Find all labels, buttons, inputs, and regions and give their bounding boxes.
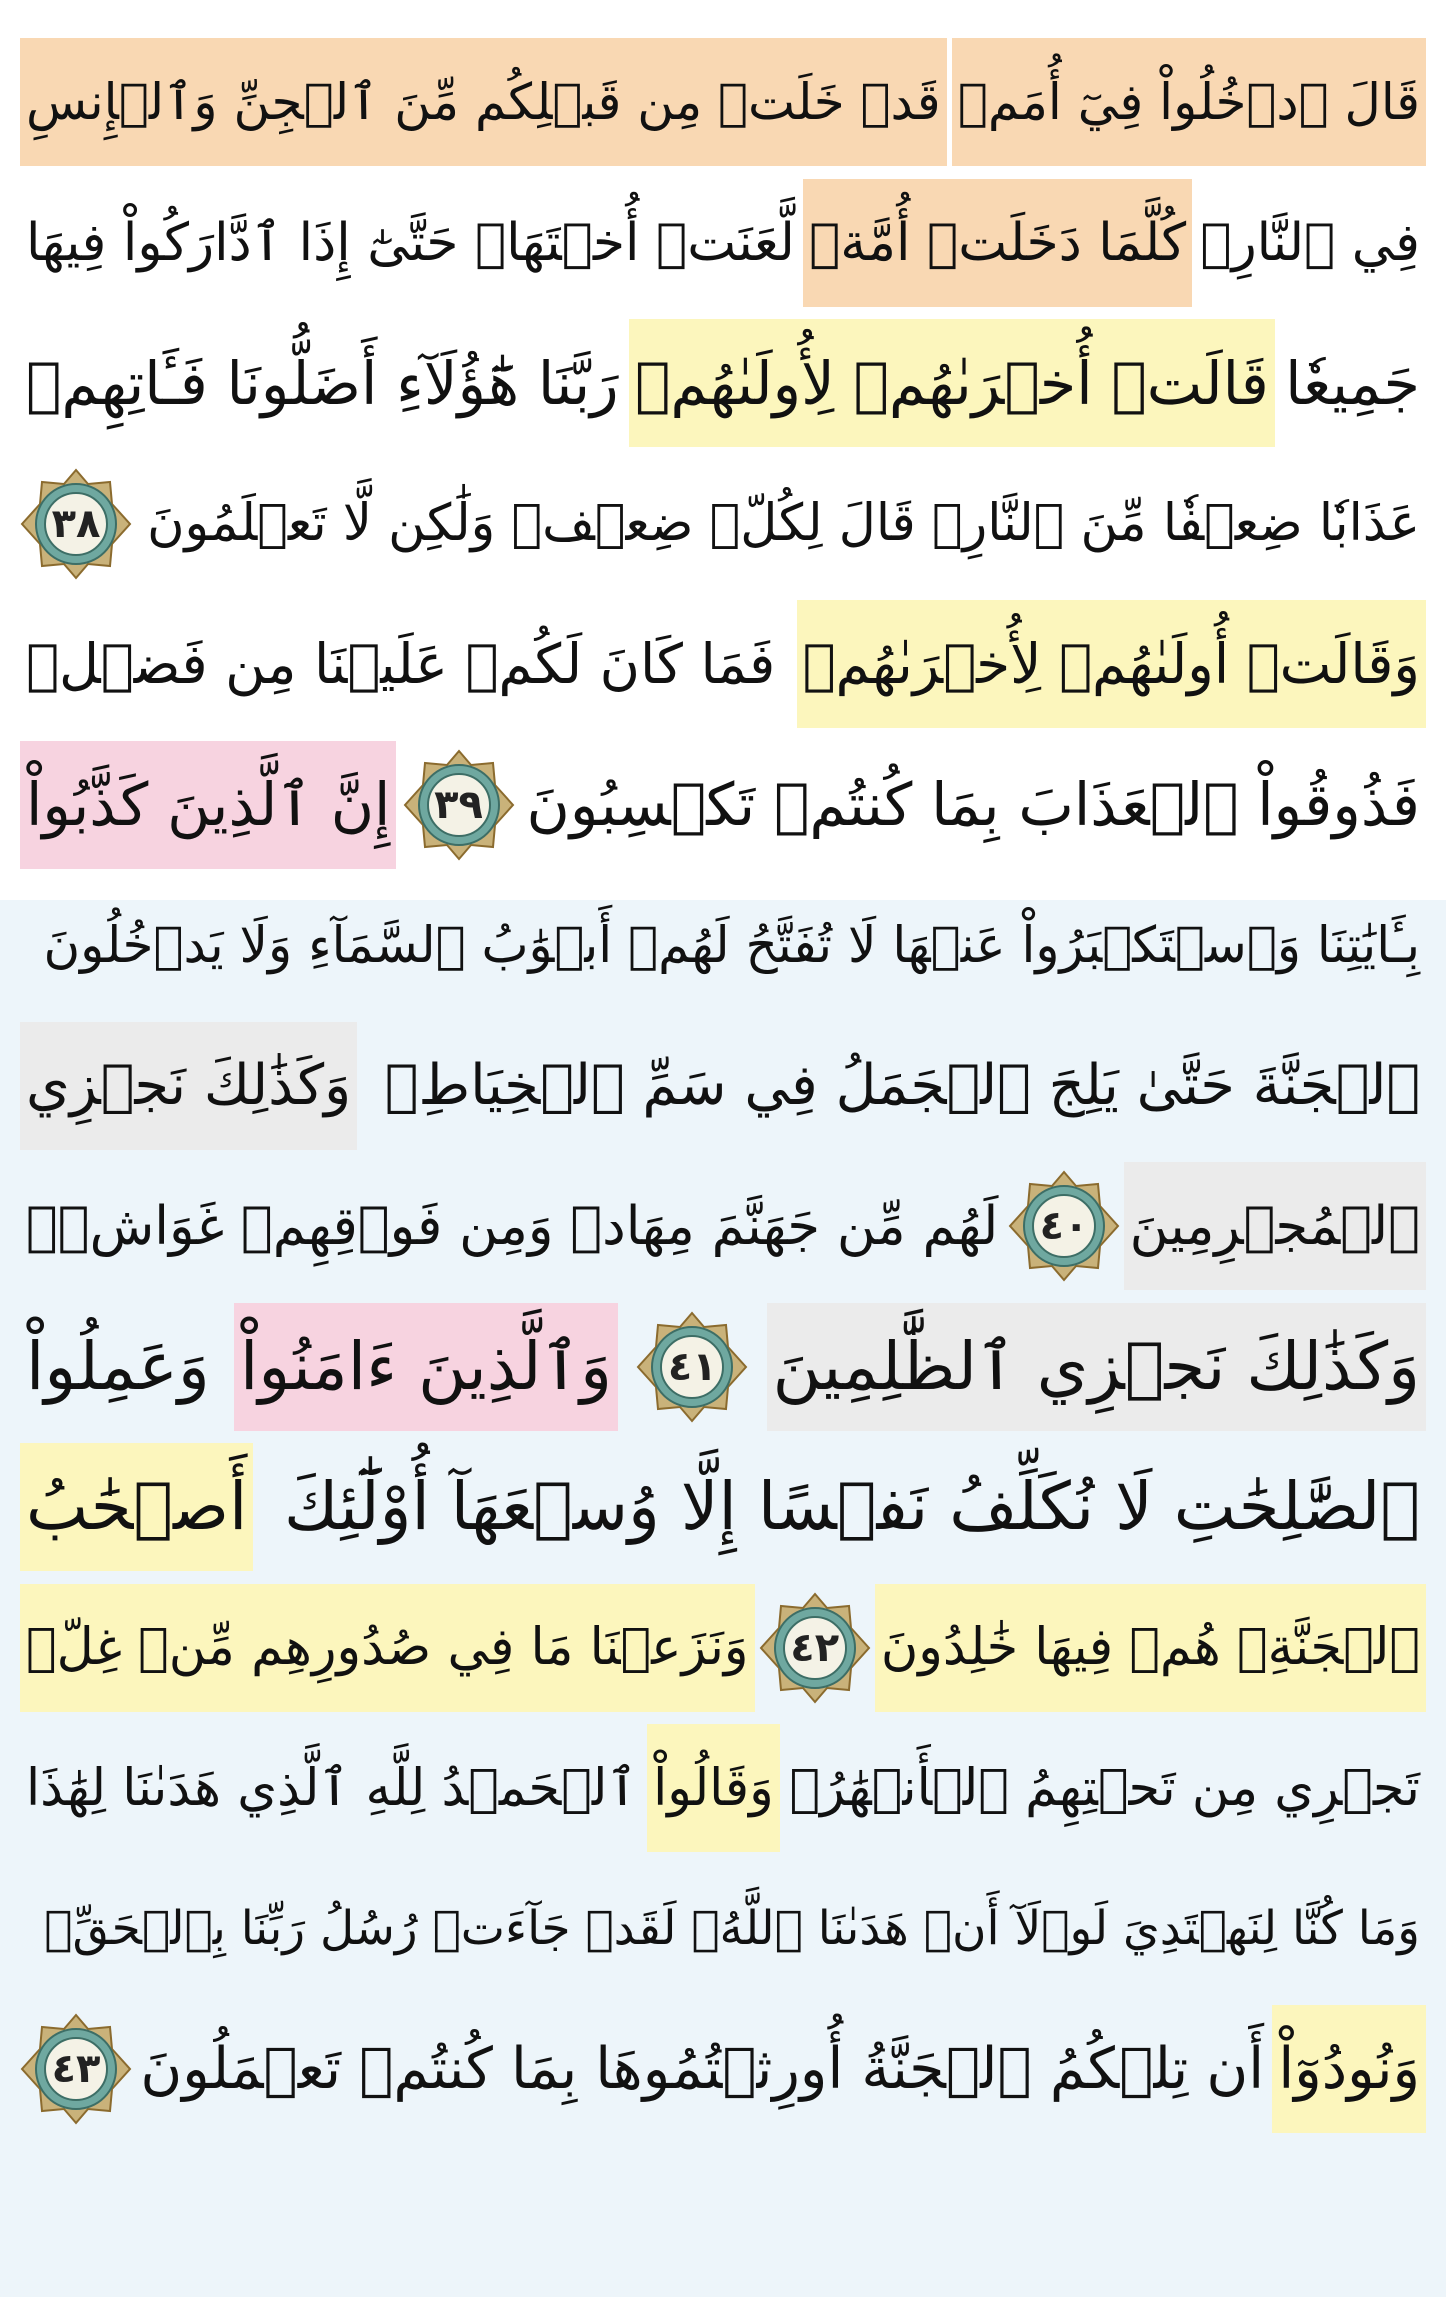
text-segment: فِي ٱلنَّارِۖ [1200, 212, 1420, 273]
highlighted-text-segment: وَقَالَتۡ أُولَىٰهُمۡ لِأُخۡرَىٰهُمۡ [797, 600, 1427, 728]
text-segment: لَهُم مِّن جَهَنَّمَ مِهَادٞ وَمِن فَوۡقِهِمۡ غَوَاشٖۚ [26, 1195, 999, 1257]
highlighted-text-segment: وَقَالُواْ [647, 1724, 780, 1852]
highlighted-text-segment: ٱلۡجَنَّةِۖ هُمۡ فِيهَا خَٰلِدُونَ [875, 1584, 1426, 1712]
ayah-number: ٣٩ [434, 781, 483, 828]
highlighted-text-segment: ٱلۡمُجۡرِمِينَ [1124, 1162, 1426, 1290]
verse-line [20, 1724, 1426, 1852]
ayah-end-rosette-icon [1008, 1170, 1120, 1282]
text-segment: بِـَٔايَٰتِنَا وَٱسۡتَكۡبَرُواْ عَنۡهَا لَا تُفَتَّحُ لَهُمۡ أَبۡوَٰبُ ٱلسَّمَآءِ وَلَا يَدۡخُلُونَ [43, 916, 1420, 974]
text-segment: فَذُوقُواْ ٱلۡعَذَابَ بِمَا كُنتُمۡ تَكۡسِبُونَ [526, 770, 1420, 839]
text-segment: ٱلصَّٰلِحَٰتِ لَا نُكَلِّفُ نَفۡسًا إِلَّا وُسۡعَهَآ أُوْلَٰٓئِكَ [283, 1468, 1420, 1545]
ayah-end-rosette-icon [20, 2013, 132, 2125]
text-segment: لَّعَنَتۡ أُخۡتَهَاۖ حَتَّىٰٓ إِذَا ٱدَّارَكُواْ فِيهَا [26, 212, 795, 273]
ayah-number: ٤٠ [1039, 1203, 1089, 1249]
ayah-number: ٤٢ [790, 1624, 840, 1671]
verse-line [20, 741, 1426, 869]
highlighted-text-segment: وَٱلَّذِينَ ءَامَنُواْ [234, 1303, 618, 1431]
verse-line [20, 460, 1426, 588]
verse-line [20, 1584, 1426, 1712]
verse-line [20, 1865, 1426, 1993]
highlighted-text-segment: قَالَ ٱدۡخُلُواْ فِيٓ أُمَمٖ [952, 38, 1426, 166]
text-segment: أَن تِلۡكُمُ ٱلۡجَنَّةُ أُورِثۡتُمُوهَا بِمَا كُنتُمۡ تَعۡمَلُونَ [140, 2035, 1265, 2102]
text-segment: جَمِيعٗا [1285, 348, 1420, 418]
verse-line [20, 1303, 1426, 1431]
highlighted-text-segment: أَصۡحَٰبُ [20, 1443, 253, 1571]
verse-line [20, 38, 1426, 166]
verse-line [20, 881, 1426, 1009]
ayah-end-rosette-icon [403, 749, 515, 861]
text-segment: وَمَا كُنَّا لِنَهۡتَدِيَ لَوۡلَآ أَنۡ هَدَىٰنَا ٱللَّهُۖ لَقَدۡ جَآءَتۡ رُسُلُ رَبِّنَا بِٱلۡحَقِّۖ [44, 1901, 1420, 1956]
ayah-end-rosette-icon [759, 1592, 871, 1704]
verse-line [20, 179, 1426, 307]
highlighted-text-segment: كُلَّمَا دَخَلَتۡ أُمَّةٞ [803, 179, 1192, 307]
ayah-number: ٤٣ [51, 2046, 101, 2092]
ayah-end-rosette-icon [636, 1311, 748, 1423]
highlighted-text-segment: وَكَذَٰلِكَ نَجۡزِي [20, 1022, 357, 1150]
highlighted-text-segment: إِنَّ ٱلَّذِينَ كَذَّبُواْ [20, 741, 396, 869]
highlighted-text-segment: قَدۡ خَلَتۡ مِن قَبۡلِكُم مِّنَ ٱلۡجِنِّ وَٱلۡإِنسِ [20, 38, 947, 166]
highlighted-text-segment: وَنَزَعۡنَا مَا فِي صُدُورِهِم مِّنۡ غِلّٖ [20, 1584, 755, 1712]
verse-line [20, 2005, 1426, 2133]
verse-line [20, 1443, 1426, 1571]
text-segment: عَذَابٗا ضِعۡفٗا مِّنَ ٱلنَّارِۖ قَالَ لِكُلّٖ ضِعۡفٞ وَلَٰكِن لَّا تَعۡلَمُونَ [147, 494, 1420, 553]
verse-line [20, 600, 1426, 728]
text-segment: ٱلۡجَنَّةَ حَتَّىٰ يَلِجَ ٱلۡجَمَلُ فِي سَمِّ ٱلۡخِيَاطِۚ [384, 1052, 1420, 1118]
ayah-number: ٤١ [667, 1343, 717, 1390]
text-segment: رَبَّنَا هَٰٓؤُلَآءِ أَضَلُّونَا فَـَٔاتِهِمۡ [26, 348, 619, 418]
highlighted-text-segment: وَكَذَٰلِكَ نَجۡزِي ٱلظَّٰلِمِينَ [767, 1303, 1426, 1431]
ayah-number: ٣٨ [51, 500, 101, 547]
text-segment: ٱلۡحَمۡدُ لِلَّهِ ٱلَّذِي هَدَىٰنَا لِهَٰذَا [26, 1758, 638, 1818]
highlighted-text-segment: قَالَتۡ أُخۡرَىٰهُمۡ لِأُولَىٰهُمۡ [629, 319, 1275, 447]
highlighted-text-segment: وَنُودُوٓاْ [1272, 2005, 1426, 2133]
verse-line [20, 1022, 1426, 1150]
text-segment: تَجۡرِي مِن تَحۡتِهِمُ ٱلۡأَنۡهَٰرُۖ [789, 1758, 1420, 1818]
verse-line [20, 1162, 1426, 1290]
text-segment: فَمَا كَانَ لَكُمۡ عَلَيۡنَا مِن فَضۡلٖ [26, 631, 776, 696]
ayah-end-rosette-icon [20, 468, 132, 580]
verse-line [20, 319, 1426, 447]
text-segment: وَعَمِلُواْ [26, 1327, 210, 1405]
